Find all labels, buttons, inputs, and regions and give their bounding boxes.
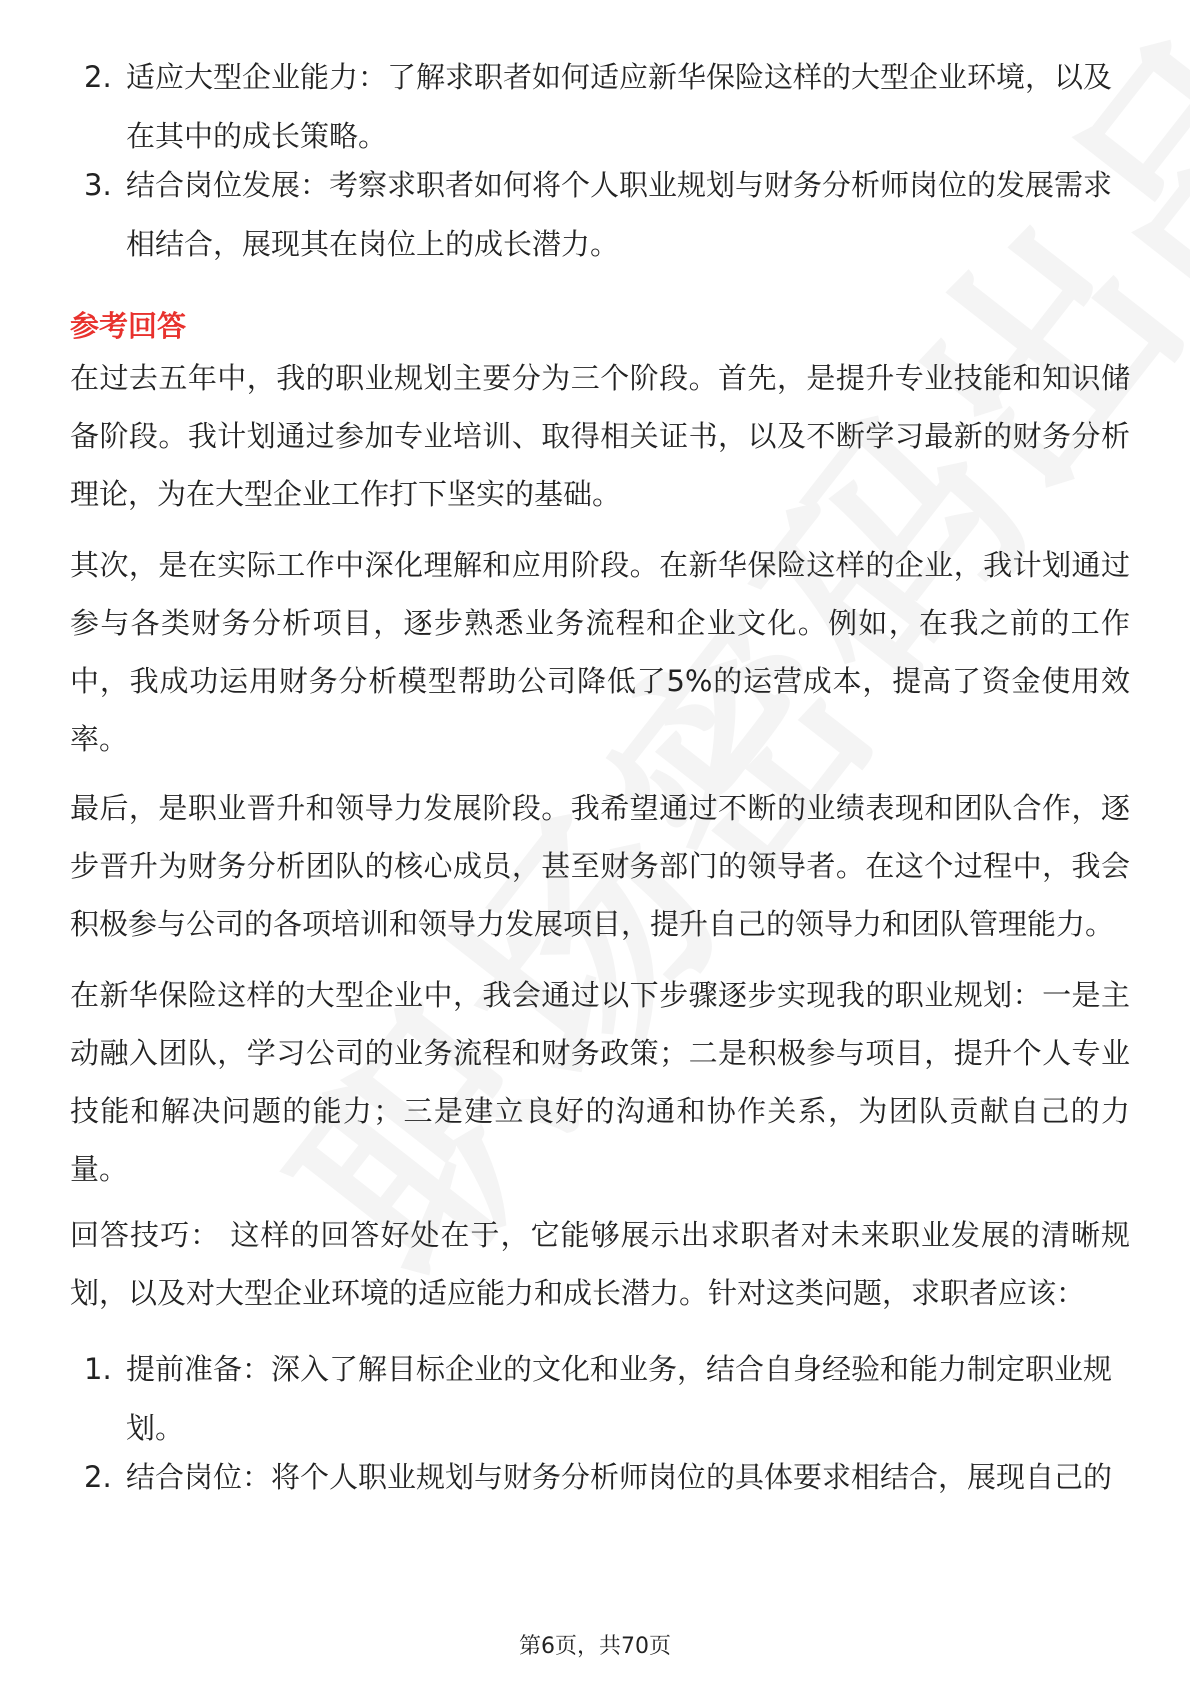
page-number: 第6页，共70页 [519, 1634, 671, 1659]
list-text: 结合岗位发展：考察求职者如何将个人职业规划与财务分析师岗位的发展需求相结合，展现其在岗位上的成长潜力。 [126, 168, 1113, 261]
list-number: 1. [84, 1352, 112, 1386]
list-number: 3. [84, 168, 112, 202]
paragraph: 其次，是在实际工作中深化理解和应用阶段。在新华保险这样的企业，我计划通过参与各类财务分析项目，逐步熟悉业务流程和企业文化。例如，在我之前的工作中，我成功运用财务分析模型帮助公司降低了5%的运营成本，提高了资金使用效率。 [70, 548, 1130, 756]
list-number: 2. [84, 60, 112, 94]
list-item [70, 1448, 1130, 1507]
paragraph: 最后，是职业晋升和领导力发展阶段。我希望通过不断的业绩表现和团队合作，逐步晋升为财务分析团队的核心成员，甚至财务部门的领导者。在这个过程中，我会积极参与公司的各项培训和领导力发展项目，提升自己的领导力和团队管理能力。 [70, 791, 1130, 941]
list-text: 提前准备：深入了解目标企业的文化和业务，结合自身经验和能力制定职业规划。 [126, 1352, 1113, 1445]
list-text: 结合岗位：将个人职业规划与财务分析师岗位的具体要求相结合，展现自己的 [126, 1460, 1113, 1494]
list-number: 2. [84, 1460, 112, 1494]
paragraph: 在过去五年中，我的职业规划主要分为三个阶段。首先，是提升专业技能和知识储备阶段。我计划通过参加专业培训、取得相关证书，以及不断学习最新的财务分析理论，为在大型企业工作打下坚实的基础。 [70, 361, 1130, 511]
list-item [70, 1340, 1130, 1458]
list-item [70, 156, 1130, 274]
section-heading: 参考回答 [70, 309, 187, 343]
paragraph: 回答技巧： 这样的回答好处在于，它能够展示出求职者对未来职业发展的清晰规划，以及对大型企业环境的适应能力和成长潜力。针对这类问题，求职者应该： [70, 1218, 1130, 1310]
paragraph: 在新华保险这样的大型企业中，我会通过以下步骤逐步实现我的职业规划：一是主动融入团队，学习公司的业务流程和财务政策；二是积极参与项目，提升个人专业技能和解决问题的能力；三是建立良好的沟通和协作关系，为团队贡献自己的力量。 [70, 978, 1130, 1186]
list-item [70, 48, 1130, 166]
list-text: 适应大型企业能力：了解求职者如何适应新华保险这样的大型企业环境，以及在其中的成长策略。 [126, 60, 1113, 153]
